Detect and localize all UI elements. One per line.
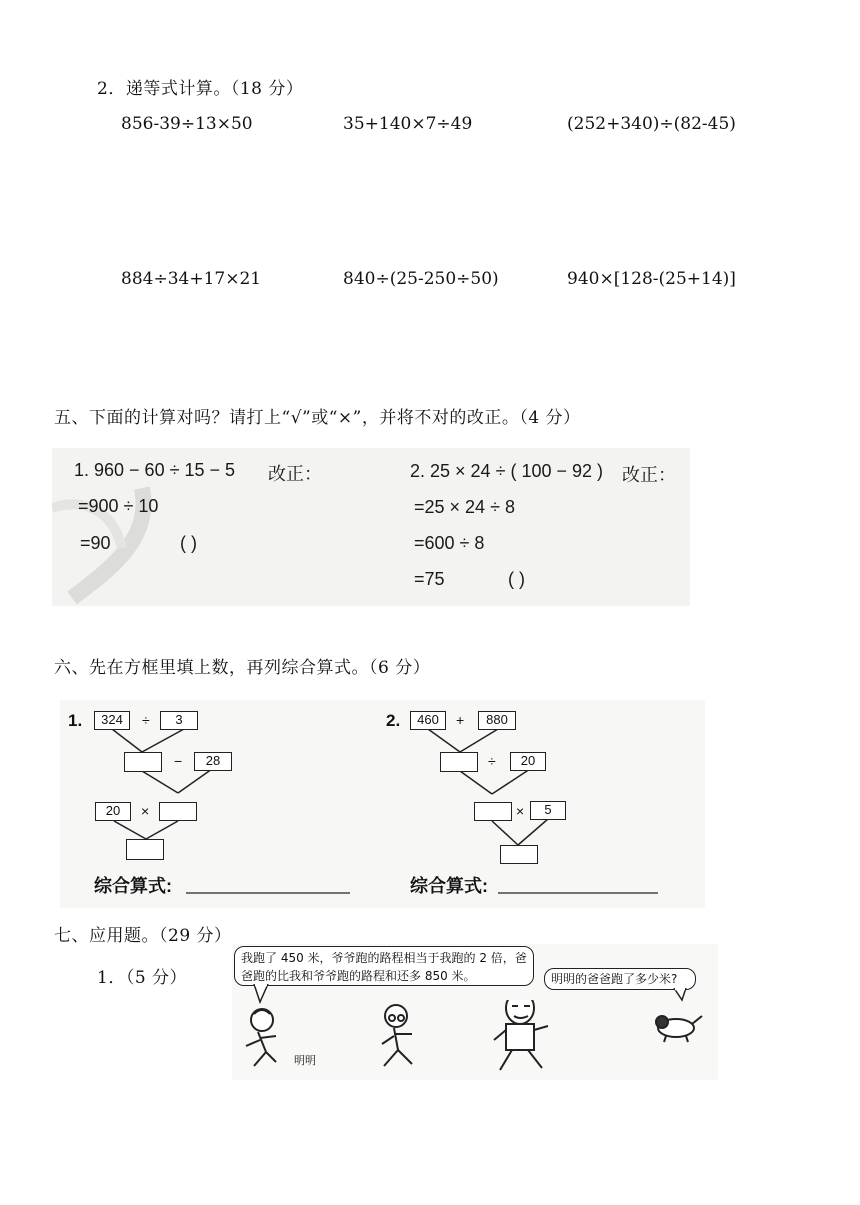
s7-title: 七、应用题。（29 分） [54, 926, 232, 946]
expr-5: 840÷(25-250÷50) [343, 269, 499, 289]
expr-4: 884÷34+17×21 [121, 269, 262, 289]
expr-2: 35+140×7÷49 [343, 114, 473, 134]
p1-line1: 1. 960 − 60 ÷ 15 − 5 [74, 460, 236, 480]
expr-6: 940×[128-(25+14)] [567, 269, 736, 289]
tree-2-answer-box-2[interactable] [474, 802, 512, 821]
speech-bubble-mingming: 我跑了 450 米，爷爷跑的路程相当于我跑的 2 倍，爸爸跑的比我和爷爷跑的路程和还多 850 米。 [234, 946, 534, 986]
tree-1-op-divide: ÷ [142, 712, 150, 728]
tree-2-box-d: 5 [530, 801, 566, 820]
expr-3: (252+340)÷(82-45) [567, 114, 736, 134]
s5-title: 五、下面的计算对吗？请打上“√”或“×”，并将不对的改正。（4 分） [54, 408, 581, 428]
q2-title: 2．递等式计算。（18 分） [97, 79, 304, 99]
p2-line1: 2. 25 × 24 ÷ ( 100 − 92 ) [410, 461, 604, 481]
tree-1-box-d: 20 [95, 802, 131, 821]
p1-fix-label: 改正： [268, 464, 322, 484]
tree-2-number: 2. [386, 711, 401, 730]
p2-fix-label: 改正： [622, 465, 676, 485]
p1-line3: =90 [80, 533, 111, 553]
tree-1-combined-label: 综合算式: [94, 876, 172, 896]
expr-1: 856-39÷13×50 [121, 114, 253, 134]
tree-1-box-b: 3 [160, 711, 198, 730]
p1-answer-paren[interactable]: ( ) [180, 533, 197, 553]
p2-answer-paren[interactable]: ( ) [508, 569, 525, 589]
p2-line3: =600 ÷ 8 [414, 533, 485, 553]
label-mingming: 明明 [294, 1054, 316, 1067]
p2-line2: =25 × 24 ÷ 8 [414, 497, 515, 517]
tree-2-answer-box-1[interactable] [440, 752, 478, 772]
runners-illustration [236, 1000, 716, 1080]
tree-1-answer-box-1[interactable] [124, 752, 162, 772]
tree-2-op-divide: ÷ [488, 753, 496, 769]
p1-line2: =900 ÷ 10 [78, 496, 159, 516]
speech-bubble-question: 明明的爸爸跑了多少米? [544, 968, 696, 990]
p2-line4: =75 [414, 569, 445, 589]
tree-1-number: 1. [68, 711, 83, 730]
tree-1-op-times: × [141, 803, 150, 819]
tree-1-answer-box-2[interactable] [159, 802, 197, 821]
tree-1-op-minus: − [174, 753, 183, 769]
s6-title: 六、先在方框里填上数，再列综合算式。（6 分） [54, 658, 431, 678]
tree-1-box-c: 28 [194, 752, 232, 771]
tree-2-combined-label: 综合算式: [410, 876, 488, 896]
tree-2-op-plus: + [456, 712, 465, 728]
tree-2-op-times: × [516, 803, 525, 819]
tree-1-box-a: 324 [94, 711, 130, 730]
tree-2-box-b: 880 [478, 711, 516, 730]
s7-q1-label: 1．（5 分） [97, 968, 188, 988]
tree-2-box-a: 460 [410, 711, 446, 730]
tree-2-answer-box-3[interactable] [500, 845, 538, 864]
tree-1-answer-box-3[interactable] [126, 839, 164, 860]
tree-2-box-c: 20 [510, 752, 546, 771]
